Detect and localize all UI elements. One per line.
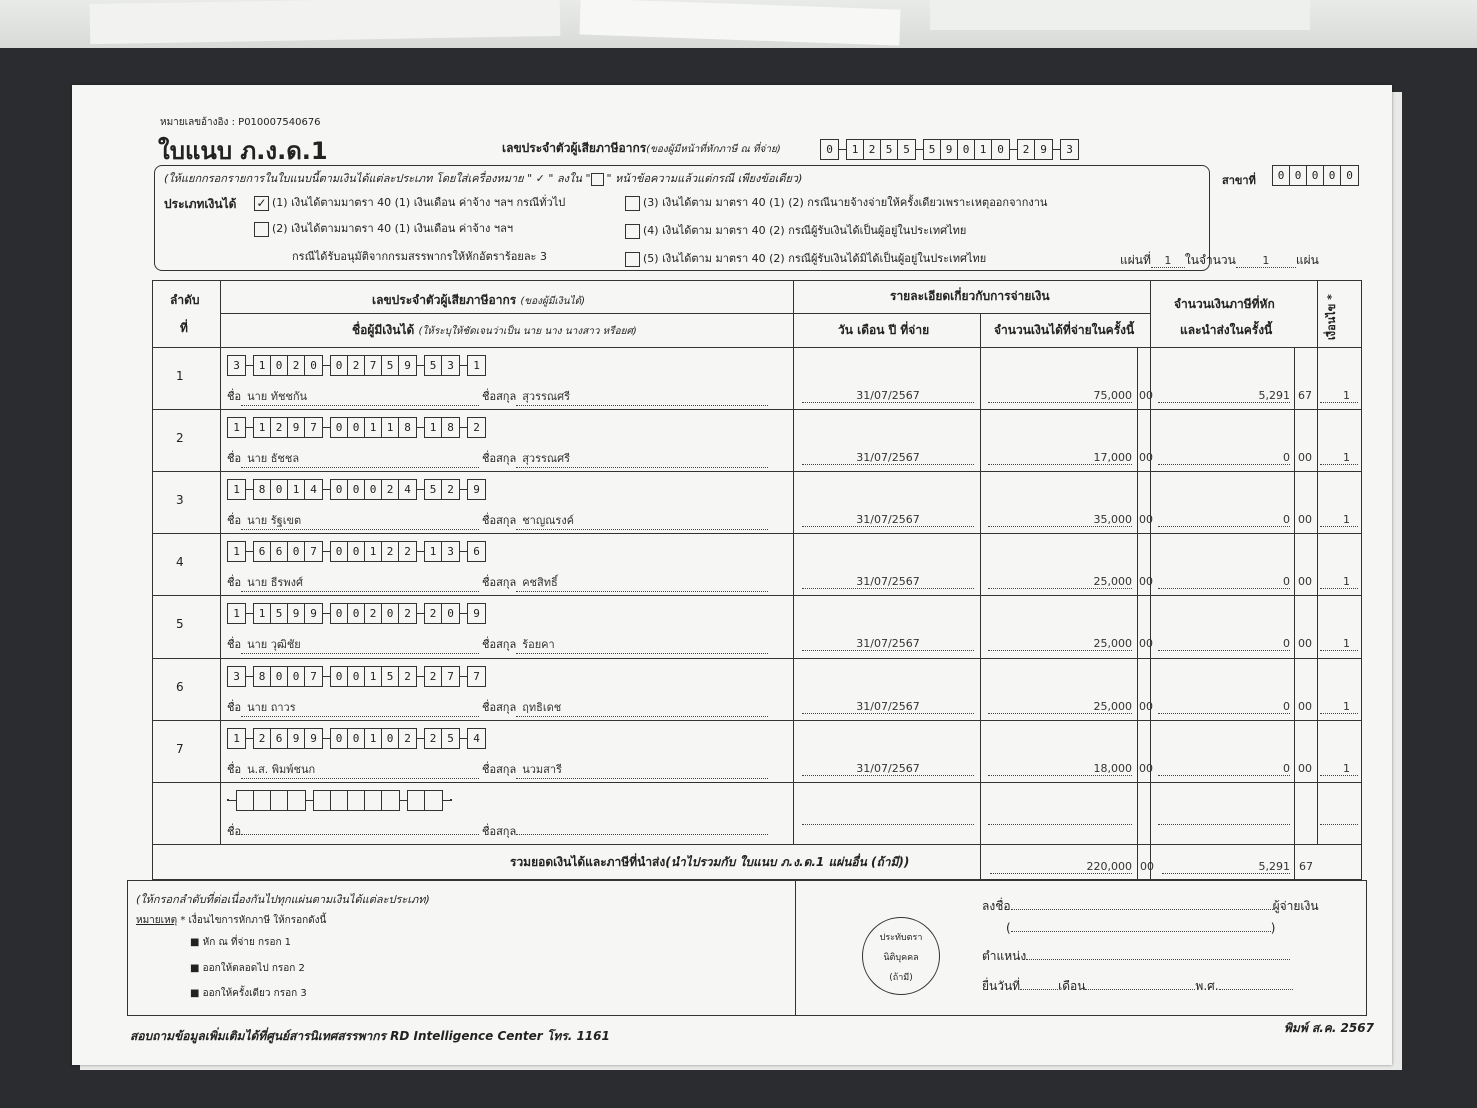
payment-date[interactable]: 31/07/2567 [802,513,974,527]
digit-box[interactable]: 5 [447,731,454,745]
digit-group [467,417,486,438]
digit-box[interactable]: 1 [382,418,399,437]
digit-group [1060,139,1079,160]
digit-box[interactable]: 1 [425,418,442,437]
payee-taxid-boxes [227,541,486,562]
tax-condition[interactable]: 1 [1320,513,1358,527]
digit-box[interactable]: 6 [271,542,288,561]
payee-name[interactable]: ชื่อ นาย ธีรพงศ์ [227,573,479,592]
header-condition: เงื่อนไข * [1325,294,1338,340]
digit-group [330,479,417,500]
digit-box[interactable]: 3 [233,359,240,372]
digit-box[interactable]: 1 [425,542,442,561]
payment-amount[interactable]: 75,000 [988,389,1132,403]
digit-box[interactable]: 6 [271,729,288,748]
digit-box[interactable]: 0 [348,542,365,561]
digit-box[interactable]: 9 [288,729,305,748]
digit-box[interactable]: 1 [233,731,240,745]
digit-box[interactable]: 2 [365,604,382,623]
digit-box[interactable]: 2 [473,421,480,435]
digit-group [846,139,916,160]
digit-box[interactable] [348,791,365,810]
digit-box[interactable]: 5 [903,143,910,156]
position-line[interactable]: ตำแหน่ง [982,947,1290,966]
digit-box[interactable]: 0 [331,604,348,623]
digit-group [467,666,486,687]
row-seq: 2 [176,431,184,446]
digit-box[interactable]: 0 [310,359,317,372]
payment-amount[interactable]: 25,000 [988,637,1132,651]
digit-group [253,355,323,376]
digit-box[interactable]: 5 [382,667,399,686]
digit-group [227,666,246,687]
company-seal: ประทับตรา นิติบุคคล (ถ้ามี) [862,917,940,995]
payee-taxid-boxes [227,790,452,811]
digit-box[interactable]: 0 [331,667,348,686]
payee-taxid-boxes [227,355,486,376]
digit-box[interactable]: 5 [425,356,442,375]
digit-box[interactable]: 4 [404,483,411,497]
header-seq-2: ที่ [180,321,188,335]
tax-amount-satang[interactable]: 00 [1298,575,1312,589]
checkbox-type-4[interactable] [625,224,640,239]
digit-box[interactable]: 9 [404,359,411,372]
digit-box[interactable]: 9 [310,607,317,621]
digit-box[interactable]: 3 [447,359,454,372]
row-seq: 1 [176,369,184,383]
tax-condition[interactable]: 1 [1320,451,1358,465]
tax-condition[interactable]: 1 [1320,389,1358,403]
tax-amount[interactable]: 0 [1158,575,1290,589]
digit-box[interactable]: 0 [271,480,288,499]
header-payment-detail: รายละเอียดเกี่ยวกับการจ่ายเงิน [890,289,1050,303]
payee-taxid-boxes [227,728,486,749]
tax-amount[interactable]: 5,291 [1158,389,1290,403]
reference-number: หมายเลขอ้างอิง : P010007540676 [160,117,321,128]
condition-3: ■ ออกให้ครั้งเดียว กรอก 3 [190,988,307,999]
payee-name[interactable]: ชื่อ นาย ธัชชล [227,449,479,468]
income-type-2-note: กรณีได้รับอนุมัติจากกรมสรรพากรให้หักอัตราร้อยละ 3 [292,250,547,263]
header-name: ชื่อผู้มีเงินได้ (ให้ระบุให้ชัดเจนว่าเป็น นาย นาง นางสาว หรือยศ) [352,323,637,337]
row-seq: 5 [176,617,184,632]
tax-condition[interactable]: 1 [1320,637,1358,651]
digit-group [467,541,486,562]
payment-amount-satang[interactable]: 00 [1139,451,1153,465]
tax-amount-satang[interactable]: 00 [1298,451,1312,465]
row-seq: 3 [176,493,184,508]
digit-group [424,479,460,500]
digit-box[interactable] [271,791,288,810]
digit-group [467,355,486,376]
digit-box[interactable]: 1 [254,356,271,375]
instruction-text: (ให้แยกกรอกรายการในใบแนบนี้ตามเงินได้แต่ละประเภท โดยใส่เครื่องหมาย " ✓ " ลงใน " " หน้าข้อความแล้วแต่กรณี เพียงข้อเดียว) [164,172,803,185]
digit-box[interactable]: 2 [425,667,442,686]
checkbox-type-5[interactable] [625,252,640,267]
payee-surname[interactable]: ชื่อสกุล สุวรรณศรี [482,449,768,468]
digit-group [227,541,246,562]
digit-box[interactable]: 0 [288,667,305,686]
print-date: พิมพ์ ส.ค. 2567 [1284,1021,1374,1035]
digit-group [253,541,323,562]
tax-amount[interactable]: 0 [1158,637,1290,651]
digit-group [227,479,246,500]
checkbox-type-3[interactable] [625,196,640,211]
digit-box[interactable]: 0 [331,480,348,499]
payee-surname[interactable]: ชื่อสกุล สุวรรณศรี [482,387,768,406]
digit-box[interactable]: 1 [233,545,240,559]
digit-box[interactable]: 1 [365,667,382,686]
payment-amount-satang[interactable]: 00 [1139,575,1153,589]
digit-box[interactable]: 3 [447,545,454,559]
payee-surname[interactable]: ชื่อสกุล [482,822,768,840]
digit-box[interactable] [331,791,348,810]
digit-box[interactable]: 5 [382,356,399,375]
digit-box[interactable]: 7 [310,545,317,559]
digit-group [330,541,417,562]
signature-line[interactable]: ลงชื่อ ผู้จ่ายเงิน [982,899,1319,913]
total-tax: 5,291 [1162,860,1290,874]
payment-amount[interactable]: 25,000 [988,575,1132,589]
digit-box[interactable]: 2 [348,356,365,375]
payment-date[interactable]: 31/07/2567 [802,451,974,465]
digit-group [424,666,460,687]
digit-box[interactable]: 1 [254,418,271,437]
digit-box[interactable]: 7 [310,669,317,683]
digit-group [227,355,246,376]
payee-surname[interactable]: ชื่อสกุล ร้อยคา [482,635,768,654]
digit-group [424,417,460,438]
payment-date[interactable]: 31/07/2567 [802,762,974,776]
digit-box[interactable]: 8 [254,667,271,686]
digit-box[interactable]: 1 [365,418,382,437]
digit-group [253,603,323,624]
digit-box[interactable]: 9 [473,483,480,497]
digit-group [236,790,306,811]
digit-box[interactable]: 0 [958,140,975,159]
digit-box[interactable]: 0 [447,607,454,621]
digit-box[interactable]: 2 [447,483,454,497]
digit-box[interactable]: 7 [310,421,317,435]
digit-group [330,417,417,438]
digit-box[interactable] [365,791,382,810]
digit-group [467,479,486,500]
digit-box[interactable]: 2 [254,729,271,748]
payee-taxid-boxes [227,479,486,500]
payment-amount[interactable]: 25,000 [988,700,1132,714]
digit-box[interactable]: 6 [473,545,480,559]
digit-box[interactable]: 2 [404,731,411,745]
digit-group [407,790,443,811]
digit-box[interactable]: 1 [473,359,480,372]
sheet-counter: แผ่นที่ 1 ในจำนวน 1 แผ่น [1120,253,1319,267]
tax-condition[interactable]: 1 [1320,762,1358,776]
payment-date[interactable]: 31/07/2567 [802,700,974,714]
payee-surname[interactable]: ชื่อสกุล คชสิทธิ์ [482,573,768,592]
digit-box[interactable]: 0 [348,604,365,623]
digit-group [253,728,323,749]
digit-box[interactable]: 9 [288,604,305,623]
header-taxid: เลขประจำตัวผู้เสียภาษีอากร (ของผู้มีเงินได้) [372,293,585,307]
row-seq: 4 [176,555,184,570]
digit-group [253,666,323,687]
header-seq: ลำดับ [170,293,200,307]
payee-surname[interactable]: ชื่อสกุล ชาญณรงค์ [482,511,768,530]
row-seq: 6 [176,679,184,694]
tax-amount[interactable]: 0 [1158,762,1290,776]
payee-surname[interactable]: ชื่อสกุล ฤทธิเดช [482,698,768,717]
digit-group [227,417,246,438]
digit-box[interactable]: 8 [254,480,271,499]
digit-box[interactable]: 2 [425,729,442,748]
digit-box[interactable]: 8 [447,421,454,435]
digit-box[interactable]: 1 [847,140,864,159]
digit-group [253,479,323,500]
digit-box[interactable]: 1 [254,604,271,623]
digit-group [467,603,486,624]
header-amount: จำนวนเงินได้ที่จ่ายในครั้งนี้ [994,323,1135,337]
digit-box[interactable] [425,791,442,810]
tax-amount-satang[interactable]: 00 [1298,637,1312,651]
digit-box[interactable]: 7 [447,669,454,683]
header-tax: จำนวนเงินภาษีที่หัก [1174,297,1275,311]
row-seq: 7 [176,741,184,756]
digit-box[interactable]: 5 [924,140,941,159]
payee-name[interactable]: ชื่อ นาย วุฒิชัย [227,635,479,654]
income-type-3[interactable]: (3) เงินได้ตาม มาตรา 40 (1) (2) กรณีนายจ้างจ่ายให้ครั้งเดียวเพราะเหตุออกจากงาน [625,193,1047,211]
condition-1: ■ หัก ณ ที่จ่าย กรอก 1 [190,937,292,948]
payment-amount[interactable]: 18,000 [988,762,1132,776]
filing-date-line[interactable]: ยื่นวันที่ เดือน พ.ศ. [982,977,1293,996]
digit-box[interactable]: 1 [288,480,305,499]
digit-box[interactable]: 4 [473,731,480,745]
digit-group [424,355,460,376]
digit-box[interactable] [314,791,331,810]
digit-box[interactable]: 0 [826,143,833,156]
digit-group [330,355,417,376]
total-amount: 220,000 [990,860,1132,874]
condition-2: ■ ออกให้ตลอดไป กรอก 2 [190,963,305,974]
form-title: ใบแนบ ภ.ง.ด.1 [158,137,328,165]
digit-box[interactable]: 7 [473,669,480,683]
signature-name-line[interactable]: ( ) [1006,921,1276,935]
digit-box[interactable]: 0 [1273,166,1290,185]
tax-amount-satang[interactable]: 00 [1298,699,1312,713]
digit-box[interactable]: 9 [941,140,958,159]
digit-group [330,666,417,687]
payment-amount-satang[interactable]: 00 [1139,513,1153,527]
digit-box[interactable]: 0 [271,667,288,686]
digit-group [923,139,1010,160]
digit-box[interactable]: 0 [271,356,288,375]
digit-box[interactable]: 0 [331,542,348,561]
digit-group [424,603,460,624]
payment-amount-satang[interactable]: 00 [1139,761,1153,775]
payee-taxid-boxes [227,417,486,438]
digit-box[interactable]: 0 [1346,169,1353,182]
payment-amount-satang[interactable]: 00 [1139,699,1153,713]
tax-amount[interactable]: 0 [1158,451,1290,465]
digit-group [467,728,486,749]
payment-date[interactable] [802,824,974,825]
income-type-2[interactable]: (2) เงินได้ตามมาตรา 40 (1) เงินเดือน ค่าจ้าง ฯลฯ [254,219,513,237]
digit-box[interactable]: 9 [288,418,305,437]
digit-box[interactable]: 1 [365,729,382,748]
payer-taxid-label: เลขประจำตัวผู้เสียภาษีอากร(ของผู้มีหน้าที่หักภาษี ณ ที่จ่าย) [502,141,781,155]
footer-note-2: หมายเหตุ * เงื่อนไขการหักภาษี ให้กรอกดังนี้ [136,915,327,926]
digit-box[interactable]: 0 [382,604,399,623]
payment-amount[interactable] [988,824,1132,825]
payment-amount-satang[interactable]: 00 [1139,389,1153,402]
digit-box[interactable]: 3 [1066,143,1073,156]
header-tax-2: และนำส่งในครั้งนี้ [1180,323,1273,337]
digit-box[interactable]: 2 [425,604,442,623]
payment-date[interactable]: 31/07/2567 [802,637,974,651]
digit-box[interactable]: 3 [233,669,240,683]
payee-taxid-boxes [227,603,486,624]
background-papers [0,0,1477,48]
digit-box[interactable] [288,791,305,810]
digit-box[interactable]: 0 [288,542,305,561]
payee-taxid-boxes [227,666,486,687]
digit-group [1272,165,1359,186]
digit-box[interactable]: 2 [404,607,411,621]
digit-box[interactable]: 1 [233,421,240,435]
total-amount-satang: 00 [1140,860,1154,873]
digit-box[interactable] [254,791,271,810]
digit-box[interactable]: 5 [881,140,898,159]
digit-box[interactable]: 2 [271,418,288,437]
digit-box[interactable]: 4 [310,483,317,497]
tax-amount[interactable]: 0 [1158,513,1290,527]
digit-box[interactable]: 0 [331,356,348,375]
digit-group [330,728,417,749]
digit-box[interactable]: 0 [997,143,1004,156]
payment-amount[interactable]: 17,000 [988,451,1132,465]
payee-name[interactable]: ชื่อ นาย ทัชชกัน [227,387,479,406]
branch-number-boxes [1272,165,1359,186]
digit-box[interactable]: 0 [331,418,348,437]
digit-box[interactable]: 0 [348,729,365,748]
payee-name[interactable]: ชื่อ นาย รัฐเขต [227,511,479,530]
digit-box[interactable]: 5 [271,604,288,623]
payment-date[interactable]: 31/07/2567 [802,389,974,403]
digit-box[interactable]: 5 [425,480,442,499]
payee-surname[interactable]: ชื่อสกุล นวมสารี [482,760,768,779]
digit-group [820,139,839,160]
tax-amount-satang[interactable]: 00 [1298,513,1312,527]
checkbox-type-1[interactable]: ✓ [254,196,269,211]
digit-box[interactable]: 0 [365,480,382,499]
digit-box[interactable] [382,791,399,810]
payee-name[interactable]: ชื่อ น.ส. พิมพ์ชนก [227,760,479,779]
digit-box[interactable]: 6 [254,542,271,561]
digit-box[interactable]: 2 [382,480,399,499]
checkbox-type-2[interactable] [254,222,269,237]
digit-group [227,603,246,624]
digit-box[interactable]: 0 [1290,166,1307,185]
digit-group [313,790,400,811]
digit-box[interactable] [408,791,425,810]
payment-amount[interactable]: 35,000 [988,513,1132,527]
digit-box[interactable]: 0 [382,729,399,748]
income-type-5[interactable]: (5) เงินได้ตาม มาตรา 40 (2) กรณีผู้รับเงินได้มิได้เป็นผู้อยู่ในประเทศไทย [625,249,986,267]
digit-box[interactable]: 0 [331,729,348,748]
digit-box[interactable]: 1 [233,483,240,497]
digit-box[interactable]: 1 [365,542,382,561]
digit-group [227,728,246,749]
form-sheet [72,85,1392,1065]
tax-condition[interactable]: 1 [1320,700,1358,714]
digit-box[interactable]: 0 [1307,166,1324,185]
income-type-label: ประเภทเงินได้ [164,197,237,211]
digit-group [330,603,417,624]
tax-condition[interactable] [1320,824,1358,825]
digit-box[interactable]: 9 [1040,143,1047,156]
payment-date[interactable]: 31/07/2567 [802,575,974,589]
total-tax-satang: 67 [1299,860,1313,873]
digit-box[interactable]: 0 [348,418,365,437]
digit-group [1017,139,1053,160]
tax-amount[interactable] [1158,824,1290,825]
contact-info: สอบถามข้อมูลเพิ่มเติมได้ที่ศูนย์สารนิเทศสรรพากร RD Intelligence Center โทร. 1161 [130,1029,610,1043]
digit-box[interactable]: 0 [348,480,365,499]
digit-box[interactable]: 9 [473,607,480,621]
tax-condition[interactable]: 1 [1320,575,1358,589]
digit-box[interactable]: 2 [288,356,305,375]
digit-box[interactable]: 2 [404,669,411,683]
digit-box[interactable]: 2 [404,545,411,559]
digit-box[interactable]: 8 [404,421,411,435]
income-type-1[interactable]: ✓ (1) เงินได้ตามมาตรา 40 (1) เงินเดือน ค่าจ้าง ฯลฯ กรณีทั่วไป [254,193,565,211]
payer-taxid-boxes [820,139,1079,160]
digit-box[interactable]: 0 [1324,166,1341,185]
digit-group [450,799,452,801]
digit-group [424,541,460,562]
digit-group [424,728,460,749]
header-date: วัน เดือน ปี ที่จ่าย [838,323,930,337]
digit-box[interactable]: 1 [975,140,992,159]
total-label: รวมยอดเงินได้และภาษีที่นำส่ง(นำไปรวมกับ ใบแนบ ภ.ง.ด.1 แผ่นอื่น (ถ้ามี)) [510,855,910,869]
branch-label: สาขาที่ [1222,174,1256,187]
digit-box[interactable]: 9 [310,731,317,745]
digit-group [253,417,323,438]
digit-box[interactable]: 2 [382,542,399,561]
digit-box[interactable] [237,791,254,810]
payee-name[interactable]: ชื่อ นาย ถาวร [227,698,479,717]
payment-amount-satang[interactable]: 00 [1139,637,1153,651]
income-type-4[interactable]: (4) เงินได้ตาม มาตรา 40 (2) กรณีผู้รับเงินได้เป็นผู้อยู่ในประเทศไทย [625,221,966,239]
tax-amount-satang[interactable]: 00 [1298,761,1312,775]
digit-box[interactable]: 1 [233,607,240,621]
digit-box[interactable]: 2 [864,140,881,159]
tax-amount-satang[interactable]: 67 [1298,389,1312,402]
tax-amount[interactable]: 0 [1158,700,1290,714]
payee-name[interactable]: ชื่อ [227,822,479,840]
digit-box[interactable]: 2 [1018,140,1035,159]
digit-box[interactable]: 0 [348,667,365,686]
footer-note-1: (ให้กรอกลำดับที่ต่อเนื่องกันไปทุกแผ่นตามเงินได้แต่ละประเภท) [136,893,430,906]
digit-box[interactable]: 7 [365,356,382,375]
